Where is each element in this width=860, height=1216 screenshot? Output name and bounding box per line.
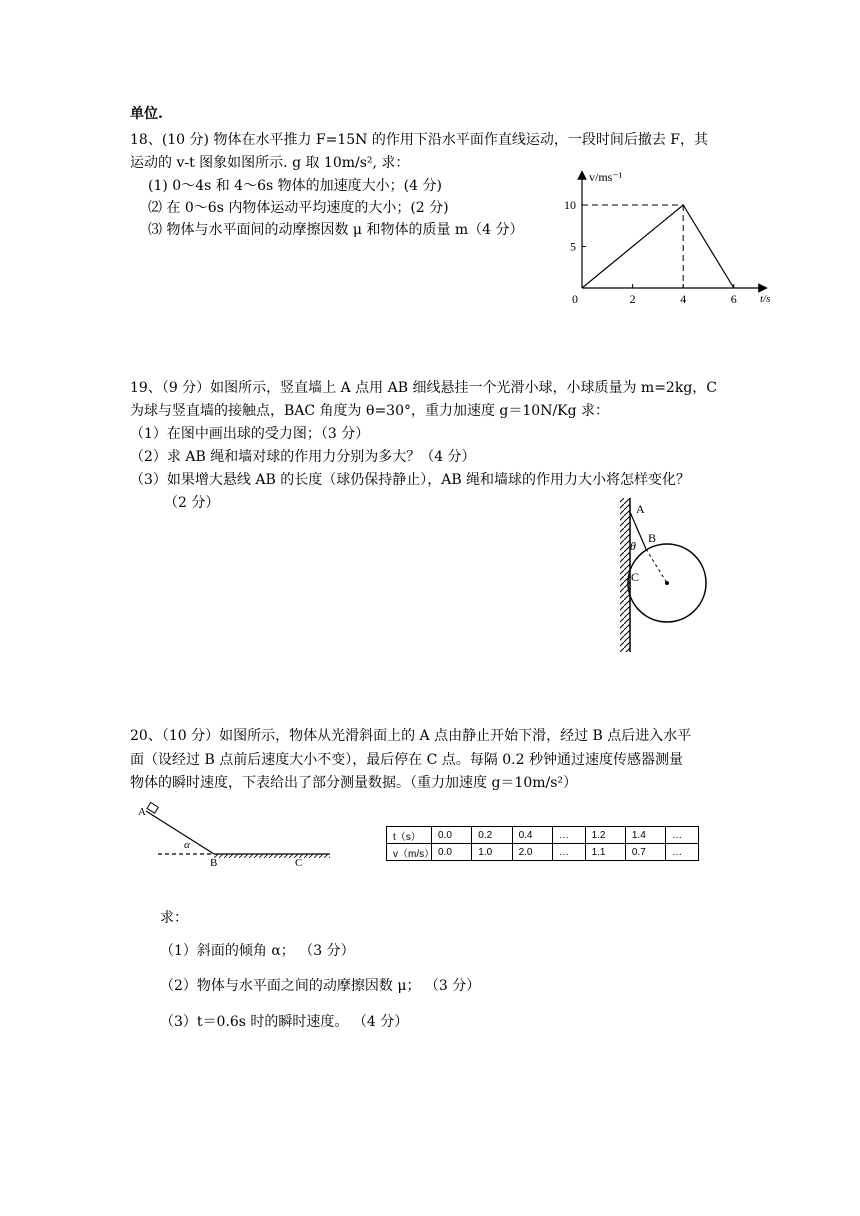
origin-label: 0 (572, 292, 578, 306)
table-cell: … (552, 844, 585, 861)
radius-dashed (646, 549, 667, 583)
table-cell: 1.4 (625, 827, 665, 844)
q19-item-1: （1）在图中画出球的受力图；（3 分） (130, 426, 370, 442)
table-row (387, 844, 699, 861)
alpha-label: α (184, 839, 190, 851)
q20-ask: 求： (160, 910, 188, 926)
table-cell: 0.2 (472, 827, 512, 844)
q19-stem-line-1: 19、（9 分）如图所示，竖直墙上 A 点用 AB 细线悬挂一个光滑小球，小球质量为 m=2kg，C (130, 380, 717, 396)
y-tick-label: 10 (564, 198, 576, 212)
q18-stem-line-1: 18、(10 分) 物体在水平推力 F=15N 的作用下沿水平面作直线运动，一段时间后撤去 F，其 (130, 132, 709, 148)
ball-center (665, 581, 669, 585)
q18-item-3: ⑶ 物体与水平面间的动摩擦因数 μ 和物体的质量 m（4 分） (148, 222, 524, 238)
q18-item-1: (1) 0～4s 和 4～6s 物体的加速度大小；(4 分) (148, 178, 442, 194)
point-b-label: B (210, 857, 218, 869)
q20-stem-line-2: 面（设经过 B 点前后速度大小不变），最后停在 C 点。每隔 0.2 秒钟通过速度传感器测量 (130, 752, 683, 768)
velocity-line (582, 205, 734, 288)
theta-label: θ (630, 539, 636, 553)
previous-question-tail: 单位. (130, 106, 163, 122)
x-axis-label: t/s (760, 293, 771, 305)
incline-figure (134, 798, 334, 870)
point-a-label: A (636, 502, 645, 516)
table-cell: … (666, 827, 699, 844)
point-b-label: B (648, 531, 657, 545)
x-tick-label: 6 (730, 292, 737, 306)
q19-stem-line-2: 为球与竖直墙的接触点，BAC 角度为 θ=30°，重力加速度 g＝10N/Kg 求： (130, 403, 610, 419)
y-tick-label: 5 (570, 239, 576, 254)
vt-graph (555, 165, 795, 315)
table-cell: v（m/s） (387, 844, 432, 861)
q20-item-3: （3）t＝0.6s 时的瞬时速度。 （4 分） (160, 1014, 409, 1030)
block (147, 802, 158, 813)
x-tick-label: 4 (680, 292, 687, 306)
table-row (387, 827, 699, 844)
table-cell: … (666, 844, 699, 861)
q20-item-1: （1）斜面的倾角 α； （3 分） (160, 943, 355, 959)
table-cell: 1.2 (585, 827, 625, 844)
q19-item-3: （3）如果增大悬线 AB 的长度（球仍保持静止），AB 绳和墙球的作用力大小将怎样变化？ (130, 472, 691, 488)
point-c-label: C (631, 570, 640, 584)
q20-stem-line-1: 20、（10 分）如图所示，物体从光滑斜面上的 A 点由静止开始下滑，经过 B 点后进入水平 (130, 728, 692, 744)
q19-item-3-points: （2 分） (164, 495, 220, 511)
table-cell: … (552, 827, 585, 844)
x-tick-label: 2 (629, 292, 636, 306)
point-a-label: A (138, 806, 146, 818)
incline-surface (146, 811, 214, 854)
q20-stem-line-3: 物体的瞬时速度，下表给出了部分测量数据。（重力加速度 g＝10m/s²） (130, 775, 578, 791)
y-axis-label: v/ms⁻¹ (589, 170, 623, 184)
table-cell: t（s） (387, 827, 432, 844)
table-cell: 0.0 (432, 844, 472, 861)
table-cell: 1.1 (585, 844, 625, 861)
q18-stem-line-2: 运动的 v-t 图象如图所示. g 取 10m/s², 求： (130, 155, 410, 171)
table-cell: 0.4 (512, 827, 552, 844)
ball-wall-figure (612, 492, 724, 656)
q19-item-2: （2）求 AB 绳和墙对球的作用力分别为多大？（4 分） (130, 449, 476, 465)
table-cell: 1.0 (472, 844, 512, 861)
q20-item-2: （2）物体与水平面之间的动摩擦因数 μ； （3 分） (160, 978, 481, 994)
point-c-label: C (295, 857, 303, 869)
q18-item-2: ⑵ 在 0～6s 内物体运动平均速度的大小；(2 分) (148, 200, 449, 216)
table-cell: 0.7 (625, 844, 665, 861)
measurement-table (386, 826, 699, 861)
ground-hatching (214, 854, 330, 858)
table-cell: 0.0 (432, 827, 472, 844)
table-cell: 2.0 (512, 844, 552, 861)
